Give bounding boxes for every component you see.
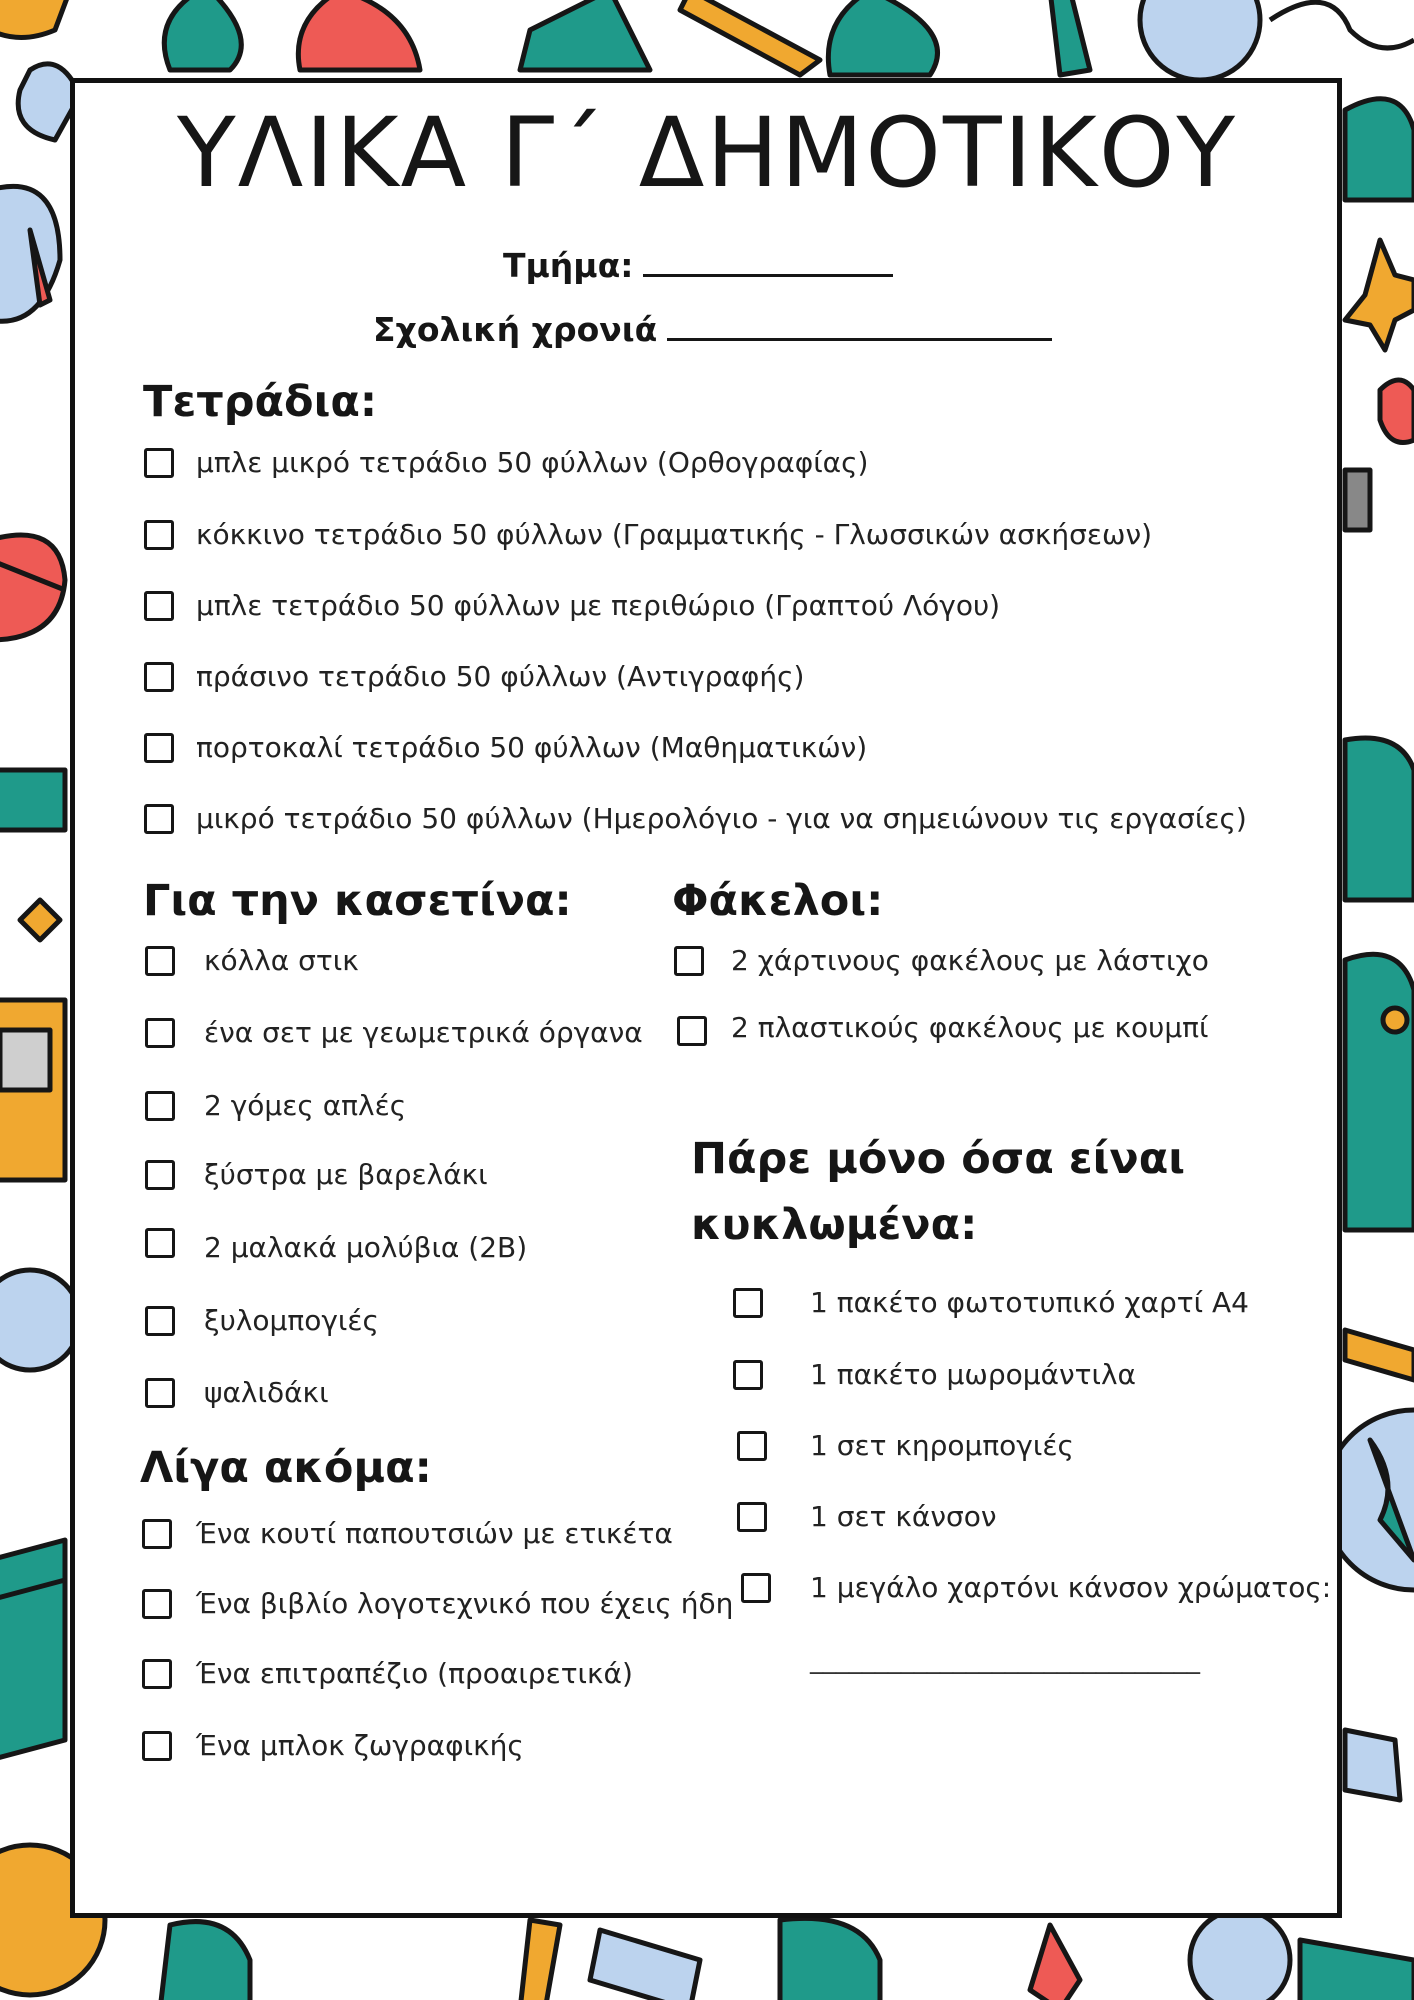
color-answer-blank[interactable]: ______________________________ (810, 1645, 1200, 1675)
page-title: ΥΛΙΚΑ Γ΄ ΔΗΜΟΤΙΚΟΥ (176, 97, 1238, 209)
class-label: Τμήμα: (503, 246, 634, 285)
checkbox[interactable] (142, 1659, 172, 1689)
item-label: 2 πλαστικούς φακέλους με κουμπί (731, 1011, 1209, 1044)
checkbox[interactable] (144, 448, 174, 478)
item-label: μπλε μικρό τετράδιο 50 φύλλων (Ορθογραφίας) (196, 446, 869, 479)
checkbox[interactable] (142, 1731, 172, 1761)
checkbox[interactable] (733, 1288, 763, 1318)
checkbox[interactable] (145, 946, 175, 976)
notebooks-heading: Τετράδια: (143, 377, 378, 427)
item-label: Ένα βιβλίο λογοτεχνικό που έχεις ήδη (196, 1587, 734, 1620)
item-label: πορτοκαλί τετράδιο 50 φύλλων (Μαθηματικών) (196, 731, 868, 764)
item-label: κόκκινο τετράδιο 50 φύλλων (Γραμματικής - Γλωσσικών ασκήσεων) (196, 518, 1153, 551)
checkbox[interactable] (145, 1306, 175, 1336)
checkbox[interactable] (677, 1016, 707, 1046)
school-year-field (373, 308, 1052, 349)
item-label: 2 μαλακά μολύβια (2Β) (204, 1231, 528, 1264)
item-label: 1 πακέτο φωτοτυπικό χαρτί Α4 (810, 1286, 1249, 1319)
item-label: ένα σετ με γεωμετρικά όργανα (204, 1016, 643, 1049)
item-label: 2 γόμες απλές (204, 1089, 407, 1122)
item-label: ξύστρα με βαρελάκι (204, 1158, 488, 1191)
item-label: 1 πακέτο μωρομάντιλα (810, 1358, 1136, 1391)
checkbox[interactable] (674, 946, 704, 976)
checkbox[interactable] (737, 1431, 767, 1461)
checkbox[interactable] (145, 1378, 175, 1408)
checkbox[interactable] (741, 1573, 771, 1603)
checkbox[interactable] (145, 1228, 175, 1258)
circled-heading-line2: κυκλωμένα: (691, 1200, 978, 1250)
item-label: Ένα επιτραπέζιο (προαιρετικά) (196, 1657, 633, 1690)
item-label: 1 σετ κάνσον (810, 1500, 997, 1533)
circled-heading-line1: Πάρε μόνο όσα είναι (691, 1134, 1186, 1184)
checkbox[interactable] (733, 1360, 763, 1390)
checkbox[interactable] (145, 1091, 175, 1121)
item-label: ξυλομπογιές (204, 1304, 379, 1337)
item-label: Ένα κουτί παπουτσιών με ετικέτα (196, 1517, 673, 1550)
checkbox[interactable] (144, 733, 174, 763)
item-label: μικρό τετράδιο 50 φύλλων (Ημερολόγιο - για να σημειώνουν τις εργασίες) (196, 802, 1247, 835)
item-label: 1 σετ κηρομπογιές (810, 1429, 1074, 1462)
checkbox[interactable] (144, 591, 174, 621)
checkbox[interactable] (142, 1519, 172, 1549)
item-label: ψαλιδάκι (204, 1376, 329, 1409)
checkbox[interactable] (145, 1160, 175, 1190)
school-year-label: Σχολική χρονιά (373, 310, 658, 349)
class-blank[interactable] (643, 244, 893, 277)
circled-heading (691, 1126, 1185, 1258)
class-field (503, 244, 893, 285)
school-year-blank[interactable] (667, 308, 1052, 341)
checkbox[interactable] (145, 1018, 175, 1048)
checkbox[interactable] (142, 1589, 172, 1619)
item-label: κόλλα στικ (204, 944, 359, 977)
folders-heading: Φάκελοι: (672, 876, 884, 926)
item-label: 1 μεγάλο χαρτόνι κάνσον χρώματος: (810, 1571, 1332, 1604)
item-label: μπλε τετράδιο 50 φύλλων με περιθώριο (Γραπτού Λόγου) (196, 589, 1001, 622)
checkbox[interactable] (144, 520, 174, 550)
pencil-case-heading: Για την κασετίνα: (143, 876, 572, 926)
more-heading: Λίγα ακόμα: (140, 1443, 432, 1493)
checkbox[interactable] (144, 804, 174, 834)
checklist-card (70, 78, 1342, 1918)
item-label: πράσινο τετράδιο 50 φύλλων (Αντιγραφής) (196, 660, 805, 693)
item-label: Ένα μπλοκ ζωγραφικής (196, 1729, 524, 1762)
checkbox[interactable] (144, 662, 174, 692)
checkbox[interactable] (737, 1502, 767, 1532)
item-label: 2 χάρτινους φακέλους με λάστιχο (731, 944, 1209, 977)
